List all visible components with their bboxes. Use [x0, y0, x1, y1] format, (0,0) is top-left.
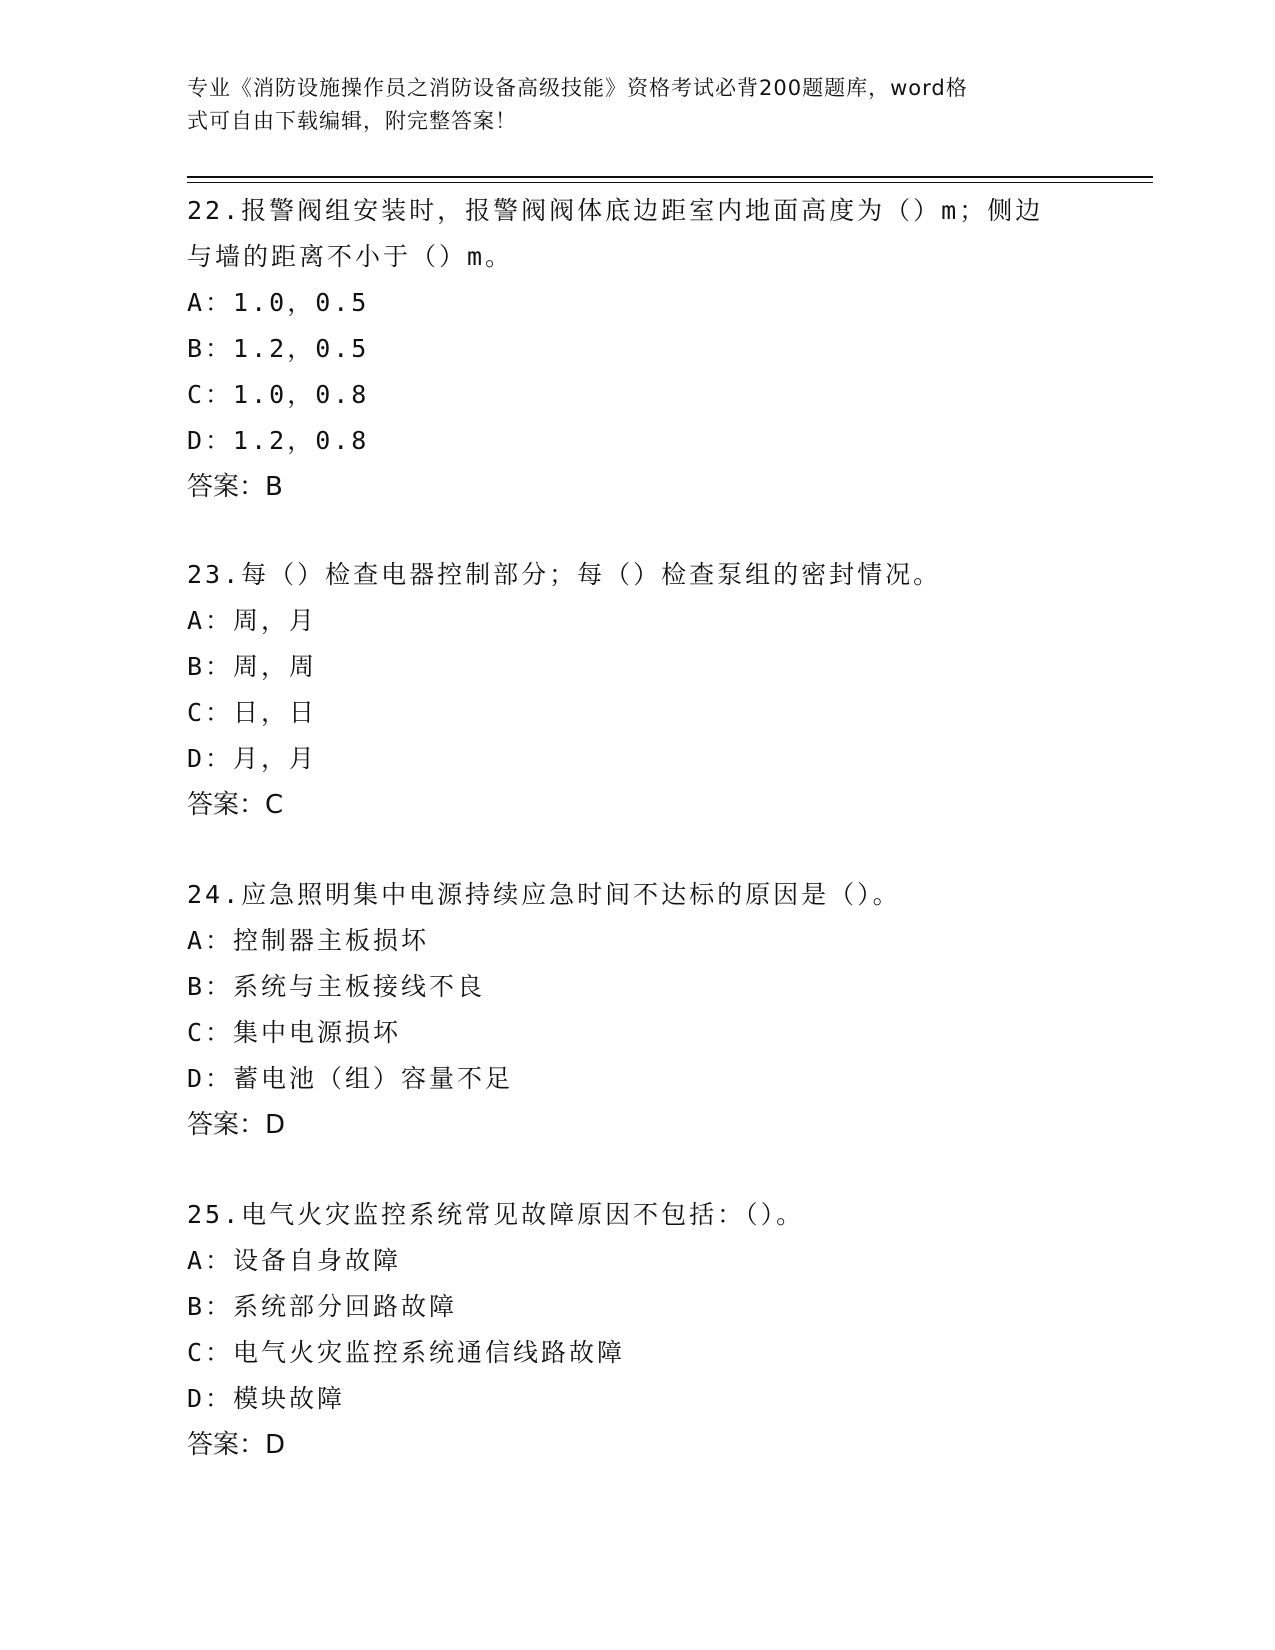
- question-23: [187, 552, 1087, 828]
- option-c: C：日，日: [187, 698, 318, 727]
- question-25: [187, 1192, 1087, 1468]
- option-a: A：1.0，0.5: [187, 288, 370, 317]
- header-line-2: 式可自由下载编辑，附完整答案！: [187, 109, 517, 133]
- option-c: C：电气火灾监控系统通信线路故障: [187, 1338, 626, 1367]
- answer: 答案：D: [187, 1430, 286, 1460]
- question-text-line-2: 与墙的距离不小于（）m。: [187, 242, 514, 271]
- option-a: A：控制器主板损坏: [187, 926, 430, 955]
- option-c: C：1.0，0.8: [187, 380, 370, 409]
- option-d: D：模块故障: [187, 1384, 346, 1413]
- question-22: [187, 188, 1087, 510]
- option-b: B：1.2，0.5: [187, 334, 370, 363]
- option-a: A：周，月: [187, 606, 318, 635]
- option-b: B：系统部分回路故障: [187, 1292, 458, 1321]
- option-d: D：1.2，0.8: [187, 426, 370, 455]
- question-text-line-1: 23.每（）检查电器控制部分；每（）检查泵组的密封情况。: [187, 560, 942, 589]
- option-d: D：蓄电池（组）容量不足: [187, 1064, 514, 1093]
- header-line-1: 专业《消防设施操作员之消防设备高级技能》资格考试必背200题题库，word格: [187, 76, 968, 100]
- header-divider-thick: [187, 176, 1153, 178]
- question-text-line-1: 22.报警阀组安装时，报警阀阀体底边距室内地面高度为（）m；侧边: [187, 196, 1044, 225]
- option-b: B：系统与主板接线不良: [187, 972, 486, 1001]
- header-divider-thin: [187, 182, 1153, 183]
- question-text-line-1: 25.电气火灾监控系统常见故障原因不包括：（）。: [187, 1200, 805, 1229]
- option-b: B：周，周: [187, 652, 318, 681]
- option-d: D：月，月: [187, 744, 318, 773]
- question-text-line-1: 24.应急照明集中电源持续应急时间不达标的原因是（）。: [187, 880, 901, 909]
- answer: 答案：C: [187, 790, 284, 820]
- answer: 答案：B: [187, 472, 283, 502]
- option-c: C：集中电源损坏: [187, 1018, 402, 1047]
- answer: 答案：D: [187, 1110, 286, 1140]
- option-a: A：设备自身故障: [187, 1246, 402, 1275]
- question-24: [187, 872, 1087, 1148]
- document-header: [187, 72, 1067, 138]
